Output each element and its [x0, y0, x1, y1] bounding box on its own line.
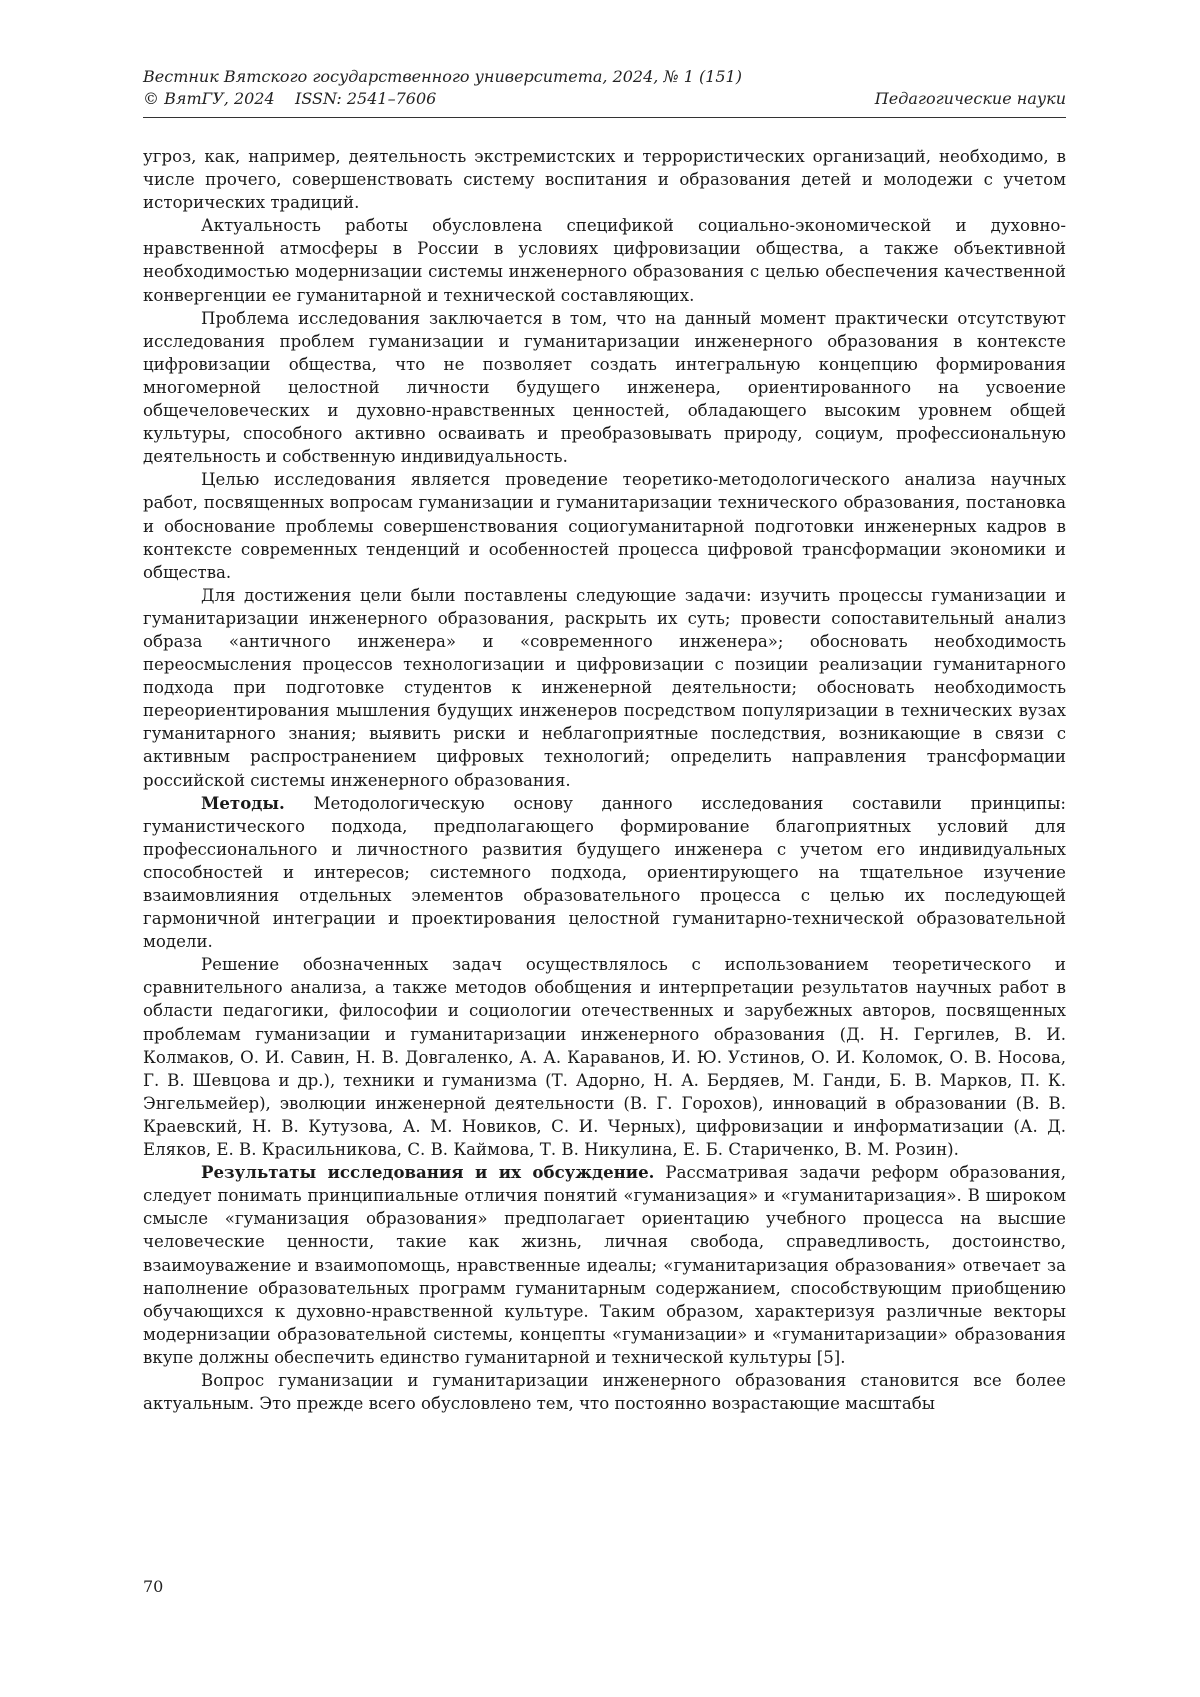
methods-heading: Методы.: [201, 792, 285, 813]
paragraph-tasks: Для достижения цели были поставлены следующие задачи: изучить процессы гуманизации и гуманитаризации инженерного образования, раскрыть их суть; провести сопоставительный анализ образа «античного инженера» и «современного инженера»; обосновать необходимость переосмысления процессов технологизации и цифровизации с позиции реализации гуманитарного подхода при подготовке студентов к инженерной деятельности; обосновать необходимость переориентирования мышления будущих инженеров посредством популяризации в технических вузах гуманитарного знания; выявить риски и неблагоприятные последствия, возникающие в связи с активным распространением цифровых технологий; определить направления трансформации российской системы инженерного образования.: [143, 585, 1066, 790]
header-rule: [143, 117, 1066, 118]
section-name: Педагогические науки: [874, 89, 1066, 108]
methods-text: Методологическую основу данного исследования составили принципы: гуманистического подхода, предполагающего формирование благоприятных условий для профессионального и личностного развития будущего инженера с учетом его индивидуальных способностей и интересов; системного подхода, ориентирующего на тщательное изучение взаимовлияния отдельных элементов образовательного процесса с целью их последующей гармоничной интеграции и проектирования целостной гуманитарно-технической образовательной модели.: [143, 793, 1066, 952]
journal-title: Вестник Вятского государственного университета, 2024, № 1 (151): [143, 67, 742, 86]
paragraph-question: Вопрос гуманизации и гуманитаризации инженерного образования становится все более актуальным. Это прежде всего обусловлено тем, что постоянно возрастающие масштабы: [143, 1370, 1066, 1414]
page-number: 70: [143, 1577, 164, 1596]
paragraph-problem: Проблема исследования заключается в том, что на данный момент практически отсутствуют исследования проблем гуманизации и гуманитаризации инженерного образования в контексте цифровизации общества, что не позволяет создать интегральную концепцию формирования многомерной целостной личности будущего инженера, ориентированного на усвоение общечеловеческих и духовно-нравственных ценностей, обладающего высоким уровнем общей культуры, способного активно осваивать и преобразовывать природу, социум, профессиональную деятельность и собственную индивидуальность.: [143, 308, 1066, 467]
paragraph-analysis: Решение обозначенных задач осуществлялось с использованием теоретического и сравнительного анализа, а также методов обобщения и интерпретации результатов научных работ в области педагогики, философии и социологии отечественных и зарубежных авторов, посвященных проблемам гуманизации и гуманитаризации инженерного образования (Д. Н. Гергилев, В. И. Колмаков, О. И. Савин, Н. В. Довгаленко, А. А. Караванов, И. Ю. Устинов, О. И. Коломок, О. В. Носова, Г. В. Шевцова и др.), техники и гуманизма (Т. Адорно, Н. А. Бердяев, М. Ганди, Б. В. Марков, П. К. Энгельмейер), эволюции инженерной деятельности (В. Г. Горохов), инноваций в образовании (В. В. Краевский, Н. В. Кутузова, А. М. Новиков, С. И. Черных), цифровизации и информатизации (А. Д. Еляков, Е. В. Красильникова, С. В. Каймова, Т. В. Никулина, Е. Б. Стариченко, В. М. Розин).: [143, 955, 1066, 1160]
issn: ISSN: 2541–7606: [295, 89, 437, 108]
article-body: [143, 145, 1066, 1415]
paragraph-relevance: Актуальность работы обусловлена спецификой социально-экономической и духовно-нравственной атмосферы в России в условиях цифровизации общества, а также объективной необходимостью модернизации системы инженерного образования с целью обеспечения качественной конвергенции ее гуманитарной и технической составляющих.: [143, 216, 1066, 305]
paragraph-methods: [143, 792, 1066, 954]
copyright: © ВятГУ, 2024: [143, 89, 275, 108]
paragraph-continuation: угроз, как, например, деятельность экстремистских и террористических организаций, необходимо, в числе прочего, совершенствовать систему воспитания и образования детей и молодежи с учетом исторических традиций.: [143, 147, 1066, 213]
paragraph-results: [143, 1161, 1066, 1369]
results-heading: Результаты исследования и их обсуждение.: [201, 1162, 655, 1183]
header-second-line: [143, 88, 1066, 110]
results-text: Рассматривая задачи реформ образования, следует понимать принципиальные отличия понятий «гуманизация» и «гуманитаризация». В широком смысле «гуманизация образования» предполагает ориентацию учебного процесса на высшие человеческие ценности, такие как жизнь, личная свобода, справедливость, достоинство, взаимоуважение и взаимопомощь, нравственные идеалы; «гуманитаризация образования» отвечает за наполнение образовательных программ гуманитарным содержанием, способствующим приобщению обучающихся к духовно-нравственной культуре. Таким образом, характеризуя различные векторы модернизации образовательной системы, концепты «гуманизации» и «гуманитаризации» образования вкупе должны обеспечить единство гуманитарной и технической культуры [5].: [143, 1163, 1066, 1367]
running-header: [143, 66, 1066, 110]
paragraph-goal: Целью исследования является проведение теоретико-методологического анализа научных работ, посвященных вопросам гуманизации и гуманитаризации технического образования, постановка и обоснование проблемы совершенствования социогуманитарной подготовки инженерных кадров в контексте современных тенденций и особенностей процесса цифровой трансформации экономики и общества.: [143, 470, 1066, 582]
